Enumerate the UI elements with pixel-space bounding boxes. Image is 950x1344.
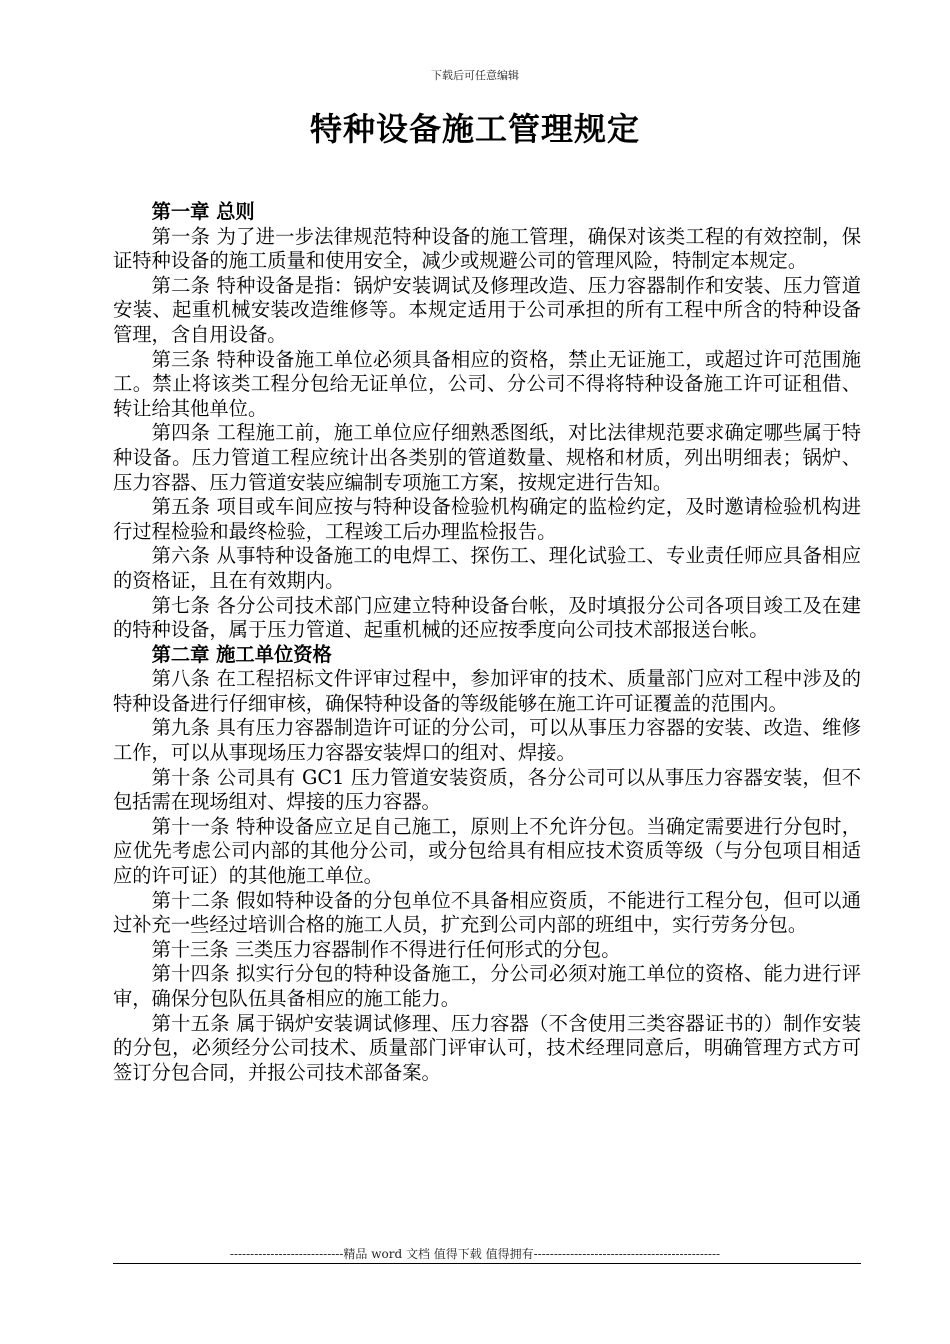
chapter-heading: 第二章 施工单位资格 xyxy=(151,642,332,666)
clause-paragraph: 第十二条 假如特种设备的分包单位不具备相应资质，不能进行工程分包，但可以通过补充一些经过培训合格的施工人员，扩充到公司内部的班组中，实行劳务分包。 xyxy=(113,888,861,937)
clause-paragraph: 第一条 为了进一步法律规范特种设备的施工管理，确保对该类工程的有效控制，保证特种设备的施工质量和使用安全，减少或规避公司的管理风险，特制定本规定。 xyxy=(113,224,861,273)
footer-rule xyxy=(113,1263,861,1264)
chapter-heading: 第一章 总则 xyxy=(151,200,255,223)
clause-paragraph: 第四条 工程施工前，施工单位应仔细熟悉图纸，对比法律规范要求确定哪些属于特种设备。压力管道工程应统计出各类别的管道数量、规格和材质，列出明细表；锅炉、压力容器、压力管道安装应编制专项施工方案，按规定进行告知。 xyxy=(113,421,861,494)
clause-paragraph: 第三条 特种设备施工单位必须具备相应的资格，禁止无证施工，或超过许可范围施工。禁止将该类工程分包给无证单位，公司、分公司不得将特种设备施工许可证租借、转让给其他单位。 xyxy=(113,347,861,420)
clause-paragraph: 第五条 项目或车间应按与特种设备检验机构确定的监检约定，及时邀请检验机构进行过程检验和最终检验，工程竣工后办理监检报告。 xyxy=(113,495,861,543)
footer-note: ----------------------------精品 word 文档 值得下载 值得拥有---------------------------------------------- xyxy=(229,1247,721,1261)
header-note: 下载后可任意编辑 xyxy=(431,69,519,82)
clause-paragraph: 第六条 从事特种设备施工的电焊工、探伤工、理化试验工、专业责任师应具备相应的资格证，且在有效期内。 xyxy=(113,544,861,592)
document-body xyxy=(113,200,861,1085)
clause-paragraph: 第十四条 拟实行分包的特种设备施工，分公司必须对施工单位的资格、能力进行评审，确保分包队伍具备相应的施工能力。 xyxy=(113,962,861,1010)
clause-paragraph: 第十五条 属于锅炉安装调试修理、压力容器（不含使用三类容器证书的）制作安装的分包，必须经分公司技术、质量部门评审认可，技术经理同意后，明确管理方式方可签订分包合同，并报公司技术部备案。 xyxy=(113,1011,861,1084)
clause-paragraph: 第十一条 特种设备应立足自己施工，原则上不允许分包。当确定需要进行分包时，应优先考虑公司内部的其他分公司，或分包给具有相应技术资质等级（与分包项目相适应的许可证）的其他施工单位。 xyxy=(113,814,861,888)
clause-paragraph: 第九条 具有压力容器制造许可证的分公司，可以从事压力容器的安装、改造、维修工作，可以从事现场压力容器安装焊口的组对、焊接。 xyxy=(113,716,861,765)
clause-paragraph: 第十三条 三类压力容器制作不得进行任何形式的分包。 xyxy=(151,937,621,961)
clause-paragraph: 第七条 各分公司技术部门应建立特种设备台帐，及时填报分公司各项目竣工及在建的特种设备，属于压力管道、起重机械的还应按季度向公司技术部报送台帐。 xyxy=(113,593,861,642)
clause-paragraph: 第二条 特种设备是指：锅炉安装调试及修理改造、压力容器制作和安装、压力管道安装、起重机械安装改造维修等。本规定适用于公司承担的所有工程中所含的特种设备管理，含自用设备。 xyxy=(113,273,861,346)
clause-paragraph: 第八条 在工程招标文件评审过程中，参加评审的技术、质量部门应对工程中涉及的特种设备进行仔细审核，确保特种设备的等级能够在施工许可证覆盖的范围内。 xyxy=(113,667,861,715)
clause-paragraph: 第十条 公司具有 GC1 压力管道安装资质，各分公司可以从事压力容器安装，但不包括需在现场组对、焊接的压力容器。 xyxy=(113,765,861,814)
document-title: 特种设备施工管理规定 xyxy=(309,110,640,148)
